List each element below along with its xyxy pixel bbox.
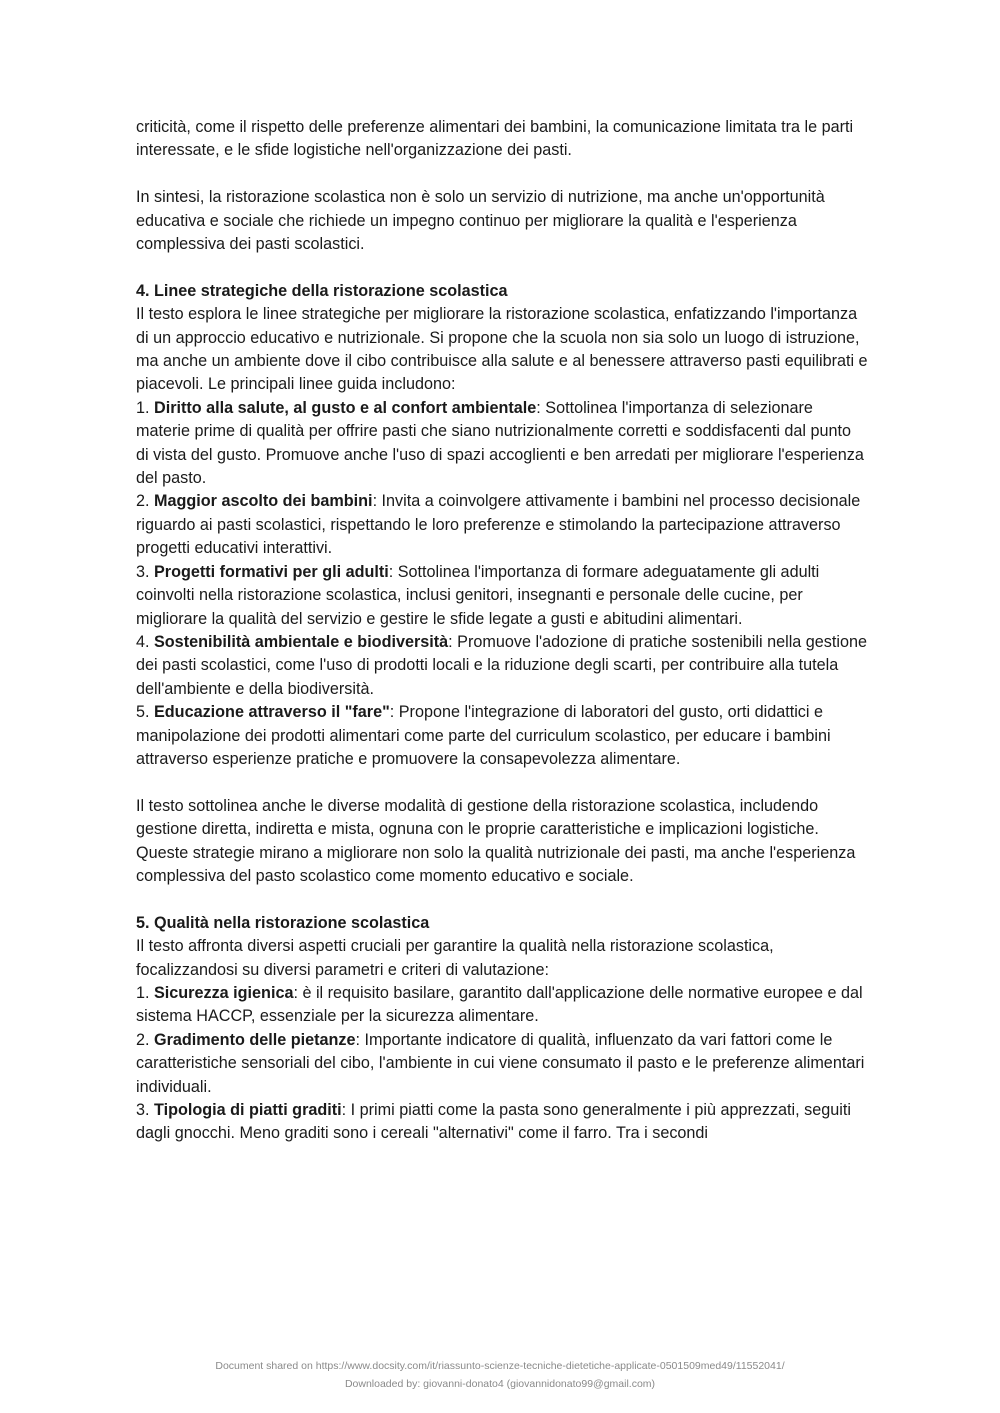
item-text: : è il requisito basilare, garantito dall'applicazione delle normative europee e dal sistema HACCP, essenziale per la sicurezza alimentare. [136, 983, 863, 1026]
section-5-intro: Il testo affronta diversi aspetti cruciali per garantire la qualità nella ristorazione scolastica, focalizzandosi su diversi parametri e criteri di valutazione: [136, 937, 774, 979]
item-title: Diritto alla salute, al gusto e al confort ambientale [154, 398, 537, 417]
section-5-item-2 [136, 1029, 868, 1099]
item-text: : Sottolinea l'importanza di selezionare materie prime di qualità per offrire pasti che siano nutrizionalmente corretti e soddisfacenti dal punto di vista del gusto. Promuove anche l'uso di spazi accoglienti e ben arredati per migliorare l'esperienza del pasto. [136, 398, 864, 488]
item-number: 5. [136, 703, 154, 722]
section-4-intro: Il testo esplora le linee strategiche per migliorare la ristorazione scolastica, enfatizzando l'importanza di un approccio educativo e nutrizionale. Si propone che la scuola non sia solo un luogo di istruzione, ma anche un ambiente dove il cibo contribuisce alla salute e al benessere attraverso pasti equilibrati e piacevoli. Le principali linee guida includono: [136, 305, 868, 394]
item-text: : Propone l'integrazione di laboratori del gusto, orti didattici e manipolazione dei prodotti alimentari come parte del curriculum scolastico, per educare i bambini attraverso esperienze pratiche e promuovere la consapevolezza alimentare. [136, 703, 831, 768]
paragraph-gap [136, 163, 868, 186]
item-number: 2. [136, 492, 154, 511]
document-body [136, 116, 868, 1146]
footer-downloaded-by: Downloaded by: giovanni-donato4 (giovannidonato99@gmail.com) [344, 1378, 656, 1390]
paragraph-gap [136, 256, 868, 279]
item-title: Educazione attraverso il "fare" [154, 703, 390, 722]
section-4-closing: Il testo sottolinea anche le diverse modalità di gestione della ristorazione scolastica, includendo gestione diretta, indiretta e mista, ognuna con le proprie caratteristiche e implicazioni logistiche. Queste strategie mirano a migliorare non solo la qualità nutrizionale dei pasti, ma anche l'esperienza complessiva del pasto scolastico come momento educativo e sociale. [136, 796, 856, 885]
item-title: Gradimento delle pietanze [154, 1030, 356, 1049]
intro-paragraph-2: In sintesi, la ristorazione scolastica non è solo un servizio di nutrizione, ma anche un'opportunità educativa e sociale che richiede un impegno continuo per migliorare la qualità e l'esperienza complessiva dei pasti scolastici. [136, 188, 825, 254]
section-4-item-4 [136, 631, 868, 701]
intro-paragraph-1: criticità, come il rispetto delle preferenze alimentari dei bambini, la comunicazione limitata tra le parti interessate, e le sfide logistiche nell'organizzazione dei pasti. [136, 118, 854, 160]
item-title: Sicurezza igienica [154, 983, 294, 1002]
item-text: : Sottolinea l'importanza di formare adeguatamente gli adulti coinvolti nella ristorazione scolastica, inclusi genitori, insegnanti e personale delle cucine, per migliorare la qualità del servizio e gestire le sfide legate a gusti e abitudini alimentari. [136, 562, 820, 628]
section-4-item-1 [136, 397, 868, 491]
item-text: : I primi piatti come la pasta sono generalmente i più apprezzati, seguiti dagli gnocchi. Meno graditi sono i cereali "alternativi" come il farro. Tra i secondi [136, 1101, 851, 1143]
item-text: : Invita a coinvolgere attivamente i bambini nel processo decisionale riguardo ai pasti scolastici, rispettando le loro preferenze e stimolando la partecipazione attraverso progetti educativi interattivi. [136, 492, 861, 558]
item-number: 1. [136, 983, 154, 1002]
item-title: Progetti formativi per gli adulti [154, 562, 389, 581]
section-5-item-3 [136, 1099, 868, 1146]
item-title: Tipologia di piatti graditi [154, 1101, 342, 1119]
item-number: 3. [136, 562, 154, 581]
paragraph-gap [136, 888, 868, 911]
item-number: 2. [136, 1030, 154, 1049]
section-4-heading: 4. Linee strategiche della ristorazione scolastica [136, 281, 508, 300]
section-4-item-3 [136, 561, 868, 631]
footer-shared-link[interactable]: Document shared on https://www.docsity.com/it/riassunto-scienze-tecniche-dietetiche-applicate-0501509med49/11552041/ [215, 1360, 785, 1372]
item-text: : Importante indicatore di qualità, influenzato da vari fattori come le caratteristiche sensoriali del cibo, l'ambiente in cui viene consumato il pasto e le preferenze alimentari individuali. [136, 1030, 865, 1096]
item-number: 1. [136, 398, 154, 417]
item-title: Sostenibilità ambientale e biodiversità [154, 632, 449, 651]
item-title: Maggior ascolto dei bambini [154, 492, 373, 511]
paragraph-gap [136, 771, 868, 794]
section-4-item-2 [136, 490, 868, 560]
section-5-heading: 5. Qualità nella ristorazione scolastica [136, 913, 430, 932]
section-4-item-5 [136, 701, 868, 771]
item-number: 3. [136, 1101, 154, 1119]
item-text: : Promuove l'adozione di pratiche sostenibili nella gestione dei pasti scolastici, come l'uso di prodotti locali e la riduzione degli scarti, per contribuire alla tutela dell'ambiente e della biodiversità. [136, 632, 867, 698]
item-number: 4. [136, 632, 154, 651]
section-5-item-1 [136, 982, 868, 1029]
